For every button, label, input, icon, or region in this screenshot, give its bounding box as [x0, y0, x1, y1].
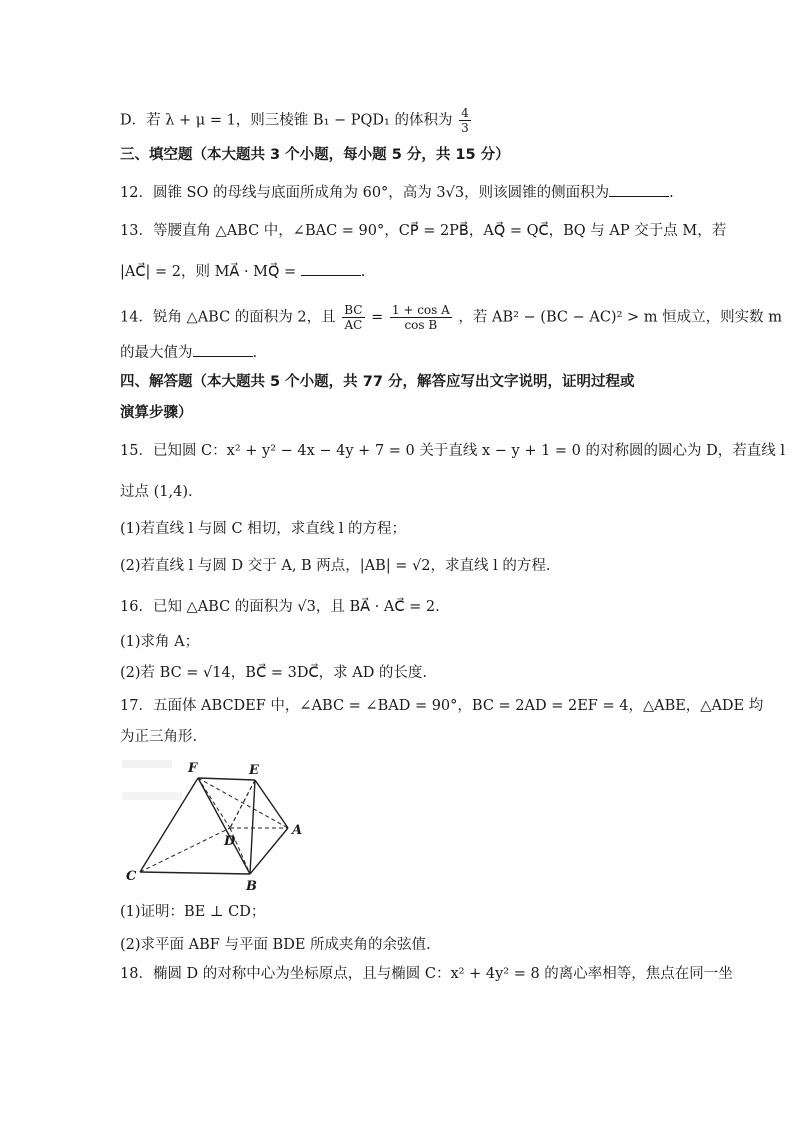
fraction-numerator: 1 + cos A [391, 303, 450, 317]
question-15-part2: (2)若直线 l 与圆 D 交于 A, B 两点，|AB| = √2，求直线 l 的方程. [120, 558, 551, 574]
fraction-numerator: 4 [461, 106, 469, 120]
vertex-label-E: E [249, 763, 259, 778]
scan-artifact [122, 792, 182, 800]
question-17-line2: 为正三角形. [120, 729, 198, 745]
vertex-label-D: D [224, 834, 236, 849]
question-13-line1: 13．等腰直角 △ABC 中，∠BAC = 90°，CP⃗ = 2PB⃗，AQ⃗ = QC⃗，BQ 与 AP 交于点 M，若 [120, 223, 727, 239]
question-12 [120, 182, 674, 203]
question-13-end: . [360, 264, 366, 280]
pentahedron-figure [120, 752, 320, 892]
fraction-numerator: BC [344, 303, 363, 317]
question-16-part1: (1)求角 A； [120, 634, 200, 650]
question-16-line1: 16．已知 △ABC 的面积为 √3，且 BA⃗ · AC⃗ = 2. [120, 599, 440, 615]
section4-heading-line1: 四、解答题（本大题共 5 个小题，共 77 分，解答应写出文字说明，证明过程或 [120, 374, 635, 390]
question-16-part2: (2)若 BC = √14，BC⃗ = 3DC⃗，求 AD 的长度. [120, 665, 428, 681]
question-17-part1: (1)证明：BE ⊥ CD； [120, 904, 266, 920]
question-14-line2-text: 的最大值为 [120, 345, 193, 361]
answer-blank[interactable] [609, 182, 669, 197]
edge-EB [250, 780, 255, 874]
option-d [120, 106, 473, 135]
question-14-post: ，若 AB² − (BC − AC)² > m 恒成立，则实数 m [458, 309, 782, 326]
equals-sign: = [371, 309, 384, 326]
scan-artifact [122, 760, 172, 768]
question-13-line2 [120, 261, 365, 282]
pentahedron-diagram [120, 752, 320, 892]
fraction-denominator: 3 [461, 121, 469, 135]
vertex-label-C: C [126, 869, 137, 884]
question-18-line1: 18．椭圆 D 的对称中心为坐标原点，且与椭圆 C：x² + 4y² = 8 的离心率相等，焦点在同一坐 [120, 966, 733, 982]
question-13-line2-text: |AC⃗| = 2，则 MA⃗ · MQ⃗ = [120, 264, 297, 280]
edge-EB-dashed [230, 780, 255, 828]
question-15-line1: 15．已知圆 C：x² + y² − 4x − 4y + 7 = 0 关于直线 x − y + 1 = 0 的对称圆的圆心为 D，若直线 l [120, 443, 785, 459]
edge-FD [198, 778, 230, 828]
fraction-denominator: cos B [404, 318, 438, 332]
question-14-end: . [252, 345, 258, 361]
section4-heading-line2: 演算步骤） [120, 405, 193, 421]
section3-heading: 三、填空题（本大题共 3 个小题，每小题 5 分，共 15 分） [120, 147, 510, 163]
question-14-line2 [120, 342, 257, 363]
answer-blank[interactable] [301, 261, 361, 276]
vertex-label-A: A [292, 823, 303, 838]
question-15-part1: (1)若直线 l 与圆 C 相切，求直线 l 的方程； [120, 521, 407, 537]
question-14-pre: 14．锐角 △ABC 的面积为 2，且 [120, 309, 336, 326]
question-12-text: 12．圆锥 SO 的母线与底面所成角为 60°，高为 3√3，则该圆锥的侧面积为 [120, 185, 610, 201]
question-14-line1 [120, 303, 782, 332]
question-12-end: . [669, 185, 674, 201]
option-d-fraction [459, 106, 471, 135]
vertex-label-B: B [246, 879, 257, 892]
option-d-text: D．若 λ + μ = 1，则三棱锥 B₁ − PQD₁ 的体积为 [120, 112, 453, 129]
question-17-part2: (2)求平面 ABF 与平面 BDE 所成夹角的余弦值. [120, 937, 431, 953]
edge-CB [140, 872, 250, 874]
question-15-line2: 过点 (1,4). [120, 484, 193, 500]
fraction-denominator: AC [344, 318, 363, 332]
vertex-label-F: F [188, 761, 198, 776]
answer-blank[interactable] [193, 342, 253, 357]
edge-AB [250, 828, 288, 874]
q14-fraction-2 [390, 303, 452, 332]
edge-FE [198, 778, 255, 780]
q14-fraction-1 [342, 303, 364, 332]
edge-EA [255, 780, 288, 828]
question-17-line1: 17．五面体 ABCDEF 中，∠ABC = ∠BAD = 90°，BC = 2AD = 2EF = 4，△ABE，△ADE 均 [120, 698, 764, 714]
